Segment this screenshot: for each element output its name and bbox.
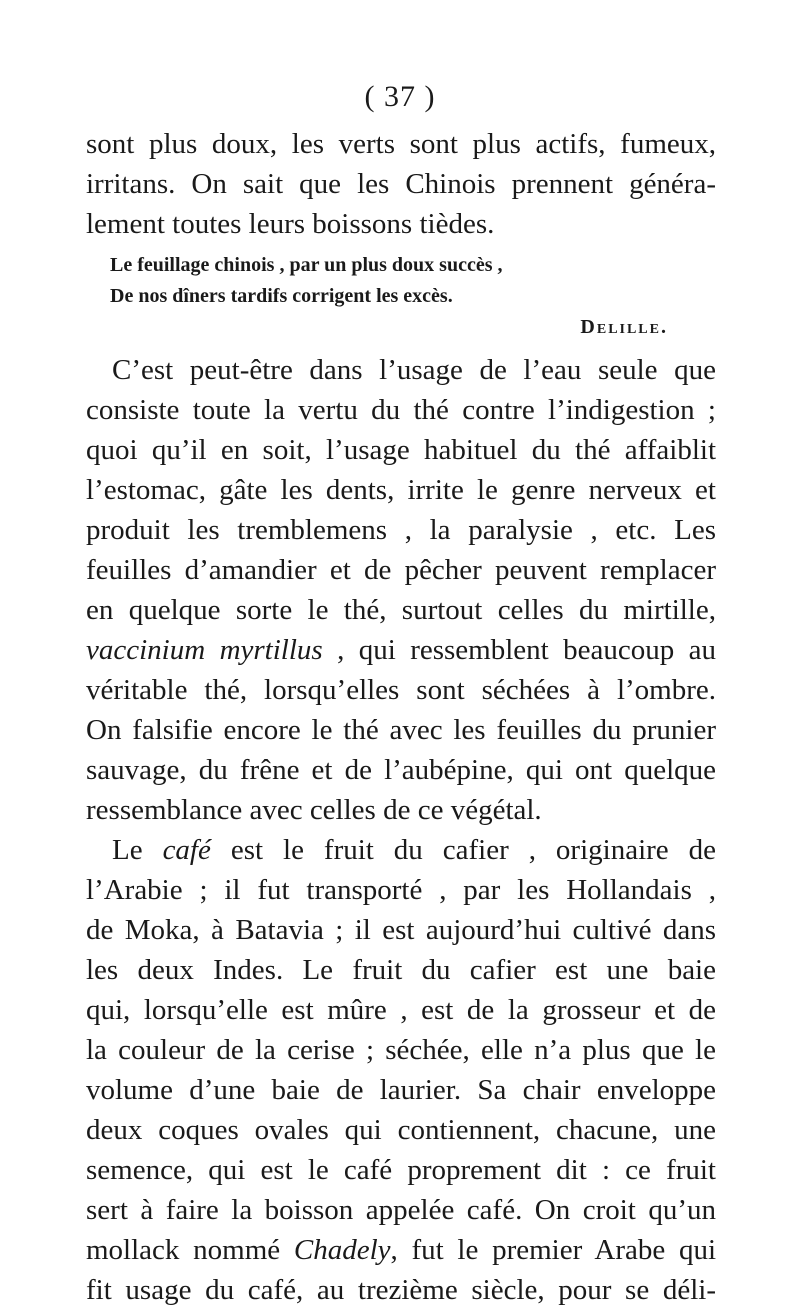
text-line: véritable thé, lorsqu’elles sont séchées à l’ombre. <box>86 674 716 706</box>
text-span: Le <box>112 834 163 866</box>
text-line-with-italic <box>86 1230 716 1270</box>
text-line: de Moka, à Batavia ; il est aujourd’hui cultivé dans <box>86 914 716 946</box>
text-line-with-italic <box>86 630 716 670</box>
text-line: sert à faire la boisson appelée café. On croit qu’un <box>86 1194 716 1226</box>
text-span: est le fruit du cafier , originaire de <box>210 834 716 866</box>
text-span: , fut le premier Arabe qui <box>390 1234 716 1266</box>
text-line: C’est peut-être dans l’usage de l’eau seule que <box>112 354 716 386</box>
text-line: en quelque sorte le thé, surtout celles du mirtille, <box>86 594 716 626</box>
text-line: irritans. On sait que les Chinois prennent généra- <box>86 168 716 200</box>
text-line: qui, lorsqu’elle est mûre , est de la grosseur et de <box>86 994 716 1026</box>
text-line: fit usage du café, au trezième siècle, pour se déli- <box>86 1274 716 1306</box>
text-line: produit les tremblemens , la paralysie , etc. Les <box>86 514 716 546</box>
text-line: quoi qu’il en soit, l’usage habituel du thé affaiblit <box>86 434 716 466</box>
text-line: l’estomac, gâte les dents, irrite le genre nerveux et <box>86 474 716 506</box>
text-line: ressemblance avec celles de ce végétal. <box>86 794 542 826</box>
italic-word: café <box>162 834 211 866</box>
text-line: les deux Indes. Le fruit du cafier est une baie <box>86 954 716 986</box>
text-line: l’Arabie ; il fut transporté , par les Hollandais , <box>86 874 716 906</box>
text-line: sont plus doux, les verts sont plus actifs, fumeux, <box>86 128 716 160</box>
text-span: mollack nommé <box>86 1234 294 1266</box>
text-line: deux coques ovales qui contiennent, chacune, une <box>86 1114 716 1146</box>
page-number: ( 37 ) <box>364 80 436 113</box>
text-line: semence, qui est le café proprement dit : ce fruit <box>86 1154 716 1186</box>
text-line: sauvage, du frêne et de l’aubépine, qui ont quelque <box>86 754 716 786</box>
text-line: volume d’une baie de laurier. Sa chair enveloppe <box>86 1074 716 1106</box>
text-line: lement toutes leurs boissons tièdes. <box>86 208 495 240</box>
text-line: On falsifie encore le thé avec les feuilles du prunier <box>86 714 716 746</box>
text-span: , qui ressemblent beaucoup au <box>322 634 716 666</box>
text-line: consiste toute la vertu du thé contre l’indigestion ; <box>86 394 716 426</box>
text-line: la couleur de la cerise ; séchée, elle n’a plus que le <box>86 1034 716 1066</box>
italic-name: Chadely <box>293 1234 391 1266</box>
verse-line: De nos dîners tardifs corrigent les excès. <box>110 285 453 307</box>
text-line-with-italic <box>86 830 716 870</box>
verse-line: Le feuillage chinois , par un plus doux succès , <box>110 254 503 276</box>
italic-species-name: vaccinium myrtillus <box>86 634 323 666</box>
verse-author: Delille. <box>580 316 668 338</box>
text-line: feuilles d’amandier et de pêcher peuvent remplacer <box>86 554 716 586</box>
